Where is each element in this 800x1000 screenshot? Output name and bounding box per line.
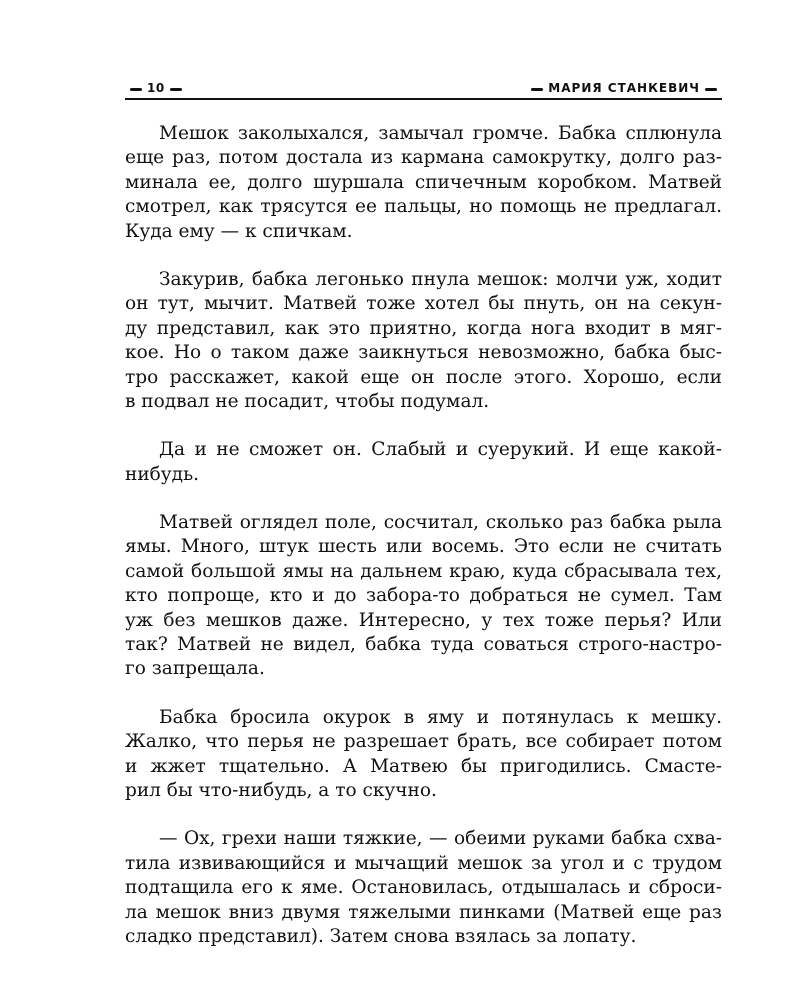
text-line: смотрел, как трясутся ее пальцы, но помощь не предлагал. xyxy=(125,196,722,218)
text-line: Мешок заколыхался, замычал громче. Бабка сплюнула xyxy=(159,123,722,144)
paragraph xyxy=(125,438,722,487)
text-line: в подвал не посадит, чтобы подумал. xyxy=(125,390,490,412)
text-line: нибудь. xyxy=(125,463,200,485)
text-line: уж без мешков даже. Интересно, у тех тоже перья? Или xyxy=(125,609,722,631)
text-line: Да и не сможет он. Слабый и суерукий. И еще какой- xyxy=(159,439,722,461)
text-line: — Ох, грехи наши тяжкие, — обеими руками бабка схва- xyxy=(159,828,722,850)
text-line: он тут, мычит. Матвей тоже хотел бы пнуть, он на секун- xyxy=(125,293,722,315)
text-line: Куда ему — к спичкам. xyxy=(125,220,353,242)
text-line: еще раз, потом достала из кармана самокрутку, долго раз- xyxy=(125,147,722,169)
text-line: и жжет тщательно. А Матвею бы пригодились. Смасте- xyxy=(125,755,722,777)
text-line: минала ее, долго шуршала спичечным коробком. Матвей xyxy=(125,171,722,193)
text-line: самой большой ямы на дальнем краю, куда сбрасывала тех, xyxy=(125,560,722,582)
text-line: Матвей оглядел поле, сосчитал, сколько раз бабка рыла xyxy=(159,512,722,534)
body-text xyxy=(125,122,722,973)
page-header xyxy=(125,80,722,100)
text-line: ла мешок вниз двумя тяжелыми пинками (Матвей еще раз xyxy=(125,901,722,923)
paragraph xyxy=(125,122,722,244)
text-line: так? Матвей не видел, бабка туда соваться строго-настро- xyxy=(125,634,722,656)
running-title-block xyxy=(526,80,722,96)
ornament-right-icon xyxy=(705,88,717,91)
paragraph xyxy=(125,511,722,682)
text-line: го запрещала. xyxy=(125,658,265,680)
text-line: подтащила его к яме. Остановилась, отдышалась и сброси- xyxy=(125,877,722,899)
paragraph xyxy=(125,827,722,949)
text-line: тила извивающийся и мычащий мешок за угол и с трудом xyxy=(125,852,722,874)
page-number-block xyxy=(125,80,187,96)
text-line: тро расскажет, какой еще он после этого. Хорошо, если xyxy=(125,366,722,388)
paragraph xyxy=(125,268,722,414)
text-line: Жалко, что перья не разрешает брать, все собирает потом xyxy=(125,731,722,753)
page-number: 10 xyxy=(147,81,165,95)
text-line: кое. Но о таком даже заикнуться невозможно, бабка быс- xyxy=(125,342,722,364)
header-rule xyxy=(125,98,722,100)
running-title: МАРИЯ СТАНКЕВИЧ xyxy=(548,81,700,95)
ornament-right-icon xyxy=(170,88,182,91)
text-line: ямы. Много, штук шесть или восемь. Это если не считать xyxy=(125,536,722,558)
text-line: рил бы что-нибудь, а то скучно. xyxy=(125,779,437,801)
ornament-left-icon xyxy=(531,88,543,91)
text-line: Бабка бросила окурок в яму и потянулась к мешку. xyxy=(159,706,722,728)
paragraph xyxy=(125,706,722,804)
text-line: Закурив, бабка легонько пнула мешок: молчи уж, ходит xyxy=(159,268,722,290)
ornament-left-icon xyxy=(130,88,142,91)
text-line: ду представил, как это приятно, когда нога входит в мяг- xyxy=(125,317,722,339)
text-line: кто попроще, кто и до забора-то добраться не сумел. Там xyxy=(125,585,722,607)
text-line: сладко представил). Затем снова взялась за лопату. xyxy=(125,925,637,947)
